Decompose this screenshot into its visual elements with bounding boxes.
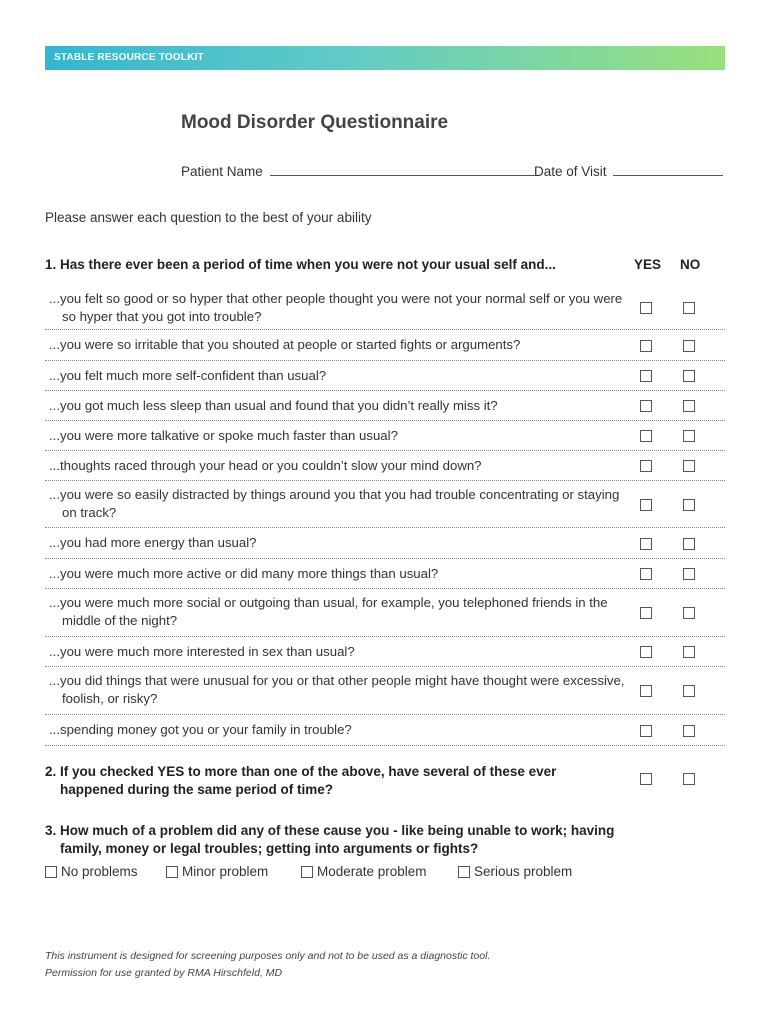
item-text: ...you were so easily distracted by things around you that you had trouble concentrating or staying on track? — [49, 487, 620, 520]
question-1-item — [45, 391, 725, 421]
no-checkbox[interactable] — [683, 370, 695, 382]
no-checkbox[interactable] — [683, 499, 695, 511]
no-checkbox[interactable] — [683, 340, 695, 352]
item-text: ...you got much less sleep than usual and found that you didn’t really miss it? — [49, 398, 498, 413]
question-2: 2. If you checked YES to more than one of the above, have several of these ever happened during the same period of time? — [45, 764, 557, 797]
yes-checkbox[interactable] — [640, 370, 652, 382]
question-1-item — [45, 667, 725, 715]
item-text: ...you were much more active or did many more things than usual? — [49, 566, 439, 581]
question-1-heading: 1. Has there ever been a period of time when you were not your usual self and... — [45, 257, 556, 272]
no-checkbox[interactable] — [683, 400, 695, 412]
no-checkbox[interactable] — [683, 685, 695, 697]
patient-name-label: Patient Name — [181, 164, 263, 179]
question-1-item — [45, 559, 725, 589]
checkbox[interactable] — [166, 866, 178, 878]
patient-name-field[interactable] — [270, 163, 535, 176]
yes-checkbox[interactable] — [640, 607, 652, 619]
no-checkbox[interactable] — [683, 538, 695, 550]
question-1-item — [45, 528, 725, 559]
item-text: ...you were much more interested in sex than usual? — [49, 644, 355, 659]
q3-option-no-problems[interactable] — [45, 864, 138, 879]
item-text: ...you were so irritable that you shouted at people or started fights or arguments? — [49, 337, 521, 352]
item-text: ...you had more energy than usual? — [49, 535, 257, 550]
q3-option-minor-problem[interactable] — [166, 864, 268, 879]
banner-text: STABLE RESOURCE TOOLKIT — [54, 52, 204, 63]
question-1-item — [45, 589, 725, 637]
date-of-visit-field[interactable] — [613, 163, 723, 176]
item-text: ...you felt so good or so hyper that other people thought you were not your normal self or you were so hyper that you got into trouble? — [49, 291, 623, 324]
yes-checkbox[interactable] — [640, 430, 652, 442]
no-checkbox[interactable] — [683, 302, 695, 314]
question-1-item — [45, 481, 725, 528]
item-text: ...thoughts raced through your head or you couldn’t slow your mind down? — [49, 458, 482, 473]
yes-checkbox[interactable] — [640, 538, 652, 550]
date-of-visit-row — [534, 163, 723, 179]
item-text: ...you felt much more self-confident than usual? — [49, 368, 327, 383]
footer-disclaimer: This instrument is designed for screening purposes only and not to be used as a diagnostic tool. — [45, 950, 491, 962]
item-text: ...you were more talkative or spoke much faster than usual? — [49, 428, 398, 443]
form-title: Mood Disorder Questionnaire — [181, 112, 449, 133]
question-3: 3. How much of a problem did any of these cause you - like being unable to work; having family, money or legal troubles; getting into arguments or fights? — [45, 823, 615, 856]
item-text: ...spending money got you or your family in trouble? — [49, 722, 352, 737]
yes-checkbox[interactable] — [640, 400, 652, 412]
yes-checkbox[interactable] — [640, 460, 652, 472]
checkbox[interactable] — [45, 866, 57, 878]
no-column-header: NO — [680, 257, 701, 272]
checkbox[interactable] — [301, 866, 313, 878]
item-text: ...you were much more social or outgoing than usual, for example, you telephoned friends in the middle of the night? — [49, 595, 608, 628]
option-label: No problems — [61, 864, 138, 879]
option-label: Moderate problem — [317, 864, 427, 879]
no-checkbox[interactable] — [683, 725, 695, 737]
q2-yes-checkbox[interactable] — [640, 773, 652, 785]
toolkit-banner — [45, 46, 725, 70]
yes-column-header: YES — [634, 257, 662, 272]
instructions: Please answer each question to the best of your ability — [45, 210, 372, 225]
question-1-item — [45, 421, 725, 451]
yes-checkbox[interactable] — [640, 725, 652, 737]
question-1-item — [45, 285, 725, 330]
footer-permission: Permission for use granted by RMA Hirschfeld, MD — [45, 967, 283, 979]
date-of-visit-label: Date of Visit — [534, 164, 607, 179]
yes-checkbox[interactable] — [640, 302, 652, 314]
yes-checkbox[interactable] — [640, 685, 652, 697]
question-1-item — [45, 637, 725, 667]
no-checkbox[interactable] — [683, 646, 695, 658]
question-1-item — [45, 361, 725, 391]
yes-checkbox[interactable] — [640, 568, 652, 580]
option-label: Serious problem — [474, 864, 573, 879]
checkbox[interactable] — [458, 866, 470, 878]
no-checkbox[interactable] — [683, 607, 695, 619]
q2-no-checkbox[interactable] — [683, 773, 695, 785]
question-1-item — [45, 330, 725, 361]
no-checkbox[interactable] — [683, 430, 695, 442]
option-label: Minor problem — [182, 864, 269, 879]
question-1-item — [45, 451, 725, 481]
question-1-item — [45, 715, 725, 746]
patient-name-row — [181, 163, 535, 179]
yes-checkbox[interactable] — [640, 646, 652, 658]
q3-option-serious-problem[interactable] — [458, 864, 572, 879]
yes-checkbox[interactable] — [640, 499, 652, 511]
q3-option-moderate-problem[interactable] — [301, 864, 427, 879]
item-text: ...you did things that were unusual for you or that other people might have thought were excessive, foolish, or risky? — [49, 673, 625, 706]
no-checkbox[interactable] — [683, 460, 695, 472]
no-checkbox[interactable] — [683, 568, 695, 580]
yes-checkbox[interactable] — [640, 340, 652, 352]
